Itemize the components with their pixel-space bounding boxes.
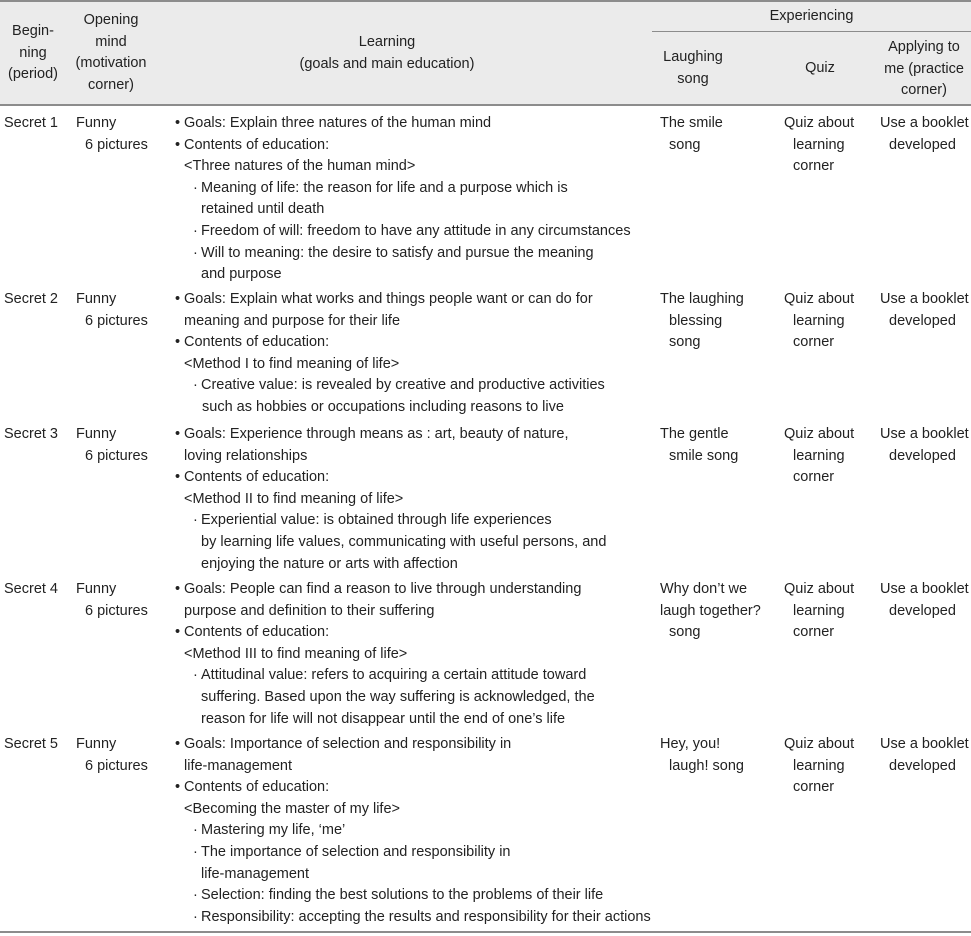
- text-line: Funny: [76, 581, 117, 597]
- text-line: learning: [793, 757, 845, 774]
- text-line: [175, 289, 605, 311]
- song-cell: [660, 579, 761, 644]
- text-line: Begin-: [12, 23, 54, 39]
- text-line: [175, 622, 595, 644]
- text-line: <Method III to find meaning of life>: [184, 645, 408, 662]
- text-line: Funny: [76, 736, 117, 752]
- text-line: Opening: [83, 12, 139, 28]
- text-line: life-management: [184, 757, 292, 774]
- text-line: reason for life will not disappear until the end of one’s life: [201, 710, 566, 727]
- text-line: Hey, you!: [660, 736, 721, 752]
- bullet-icon: •: [175, 779, 181, 796]
- text-line: [175, 467, 606, 489]
- bullet-icon: •: [175, 469, 181, 486]
- text-line: Applying to: [888, 39, 960, 55]
- text-line: The smile: [660, 115, 723, 131]
- header-experiencing: [652, 6, 971, 28]
- sub-bullet-icon: ·: [193, 843, 198, 860]
- text-line: song: [669, 334, 701, 351]
- opening-cell: [76, 579, 148, 622]
- apply-cell: [880, 424, 969, 467]
- song-cell: [660, 734, 744, 777]
- song-cell: [660, 289, 744, 354]
- item-text: Contents of education:: [184, 779, 330, 796]
- period-cell: Secret 1: [4, 115, 58, 131]
- sub-bullet-icon: ·: [193, 822, 198, 839]
- bullet-icon: •: [175, 426, 181, 442]
- text-line: retained until death: [201, 201, 325, 218]
- text-line: [175, 510, 606, 532]
- apply-cell: [880, 734, 969, 777]
- quiz-cell: [784, 424, 854, 489]
- sub-bullet-icon: ·: [193, 908, 198, 925]
- text-line: and purpose: [201, 266, 282, 283]
- item-text: Contents of education:: [184, 469, 330, 486]
- sub-bullet-icon: ·: [193, 179, 198, 196]
- text-line: corner): [88, 76, 134, 93]
- text-line: [175, 820, 651, 842]
- header-laughing-song: [652, 47, 734, 90]
- text-line: [175, 842, 651, 864]
- text-line: developed: [889, 602, 956, 619]
- period-cell: Secret 4: [4, 581, 58, 597]
- quiz-cell: [784, 734, 854, 799]
- text-line: [175, 907, 651, 929]
- text-line: corner: [793, 624, 835, 641]
- text-line: corner: [793, 469, 835, 486]
- text-line: [175, 243, 631, 265]
- text-line: [175, 113, 631, 135]
- text-line: developed: [889, 136, 956, 153]
- item-text: Mastering my life, ‘me’: [201, 822, 346, 839]
- text-line: learning: [793, 447, 845, 464]
- text-line: [175, 375, 605, 397]
- text-line: Funny: [76, 291, 117, 307]
- text-line: Use a booklet: [880, 115, 969, 131]
- bullet-icon: •: [175, 291, 181, 307]
- text-line: developed: [889, 447, 956, 464]
- item-text: Will to meaning: the desire to satisfy and pursue the meaning: [201, 244, 594, 261]
- text-line: mind: [95, 33, 127, 50]
- text-line: Quiz about: [784, 115, 855, 131]
- item-text: Contents of education:: [184, 136, 330, 153]
- quiz-cell: [784, 289, 854, 354]
- text-line: such as hobbies or occupations including reasons to live: [202, 398, 564, 415]
- header-learning: [175, 32, 599, 75]
- text-line: Quiz about: [784, 581, 855, 597]
- text-line: learning: [793, 136, 845, 153]
- bullet-icon: •: [175, 581, 181, 597]
- learning-cell: [175, 734, 651, 928]
- song-cell: [660, 113, 723, 156]
- text-line: <Becoming the master of my life>: [184, 800, 400, 817]
- text-line: Quiz about: [784, 426, 855, 442]
- text-line: purpose and definition to their suffering: [184, 602, 435, 619]
- learning-cell: [175, 113, 631, 286]
- text-line: 6 pictures: [85, 602, 148, 619]
- text-line: <Method II to find meaning of life>: [184, 490, 404, 507]
- text-line: meaning and purpose for their life: [184, 312, 401, 329]
- text-line: by learning life values, communicating with useful persons, and: [201, 533, 607, 550]
- top-rule: [0, 0, 971, 2]
- text-line: me (practice: [884, 60, 964, 77]
- text-line: learning: [793, 312, 845, 329]
- bullet-icon: •: [175, 334, 181, 351]
- text-line: laugh together?: [660, 602, 761, 619]
- apply-cell: [880, 289, 969, 332]
- item-text: Freedom of will: freedom to have any attitude in any circumstances: [201, 222, 631, 239]
- text-line: [175, 135, 631, 157]
- text-line: Funny: [76, 426, 117, 442]
- text-line: corner: [793, 779, 835, 796]
- text-line: The laughing: [660, 291, 744, 307]
- text-line: Quiz about: [784, 736, 855, 752]
- text-line: Quiz: [805, 60, 835, 76]
- text-line: Funny: [76, 115, 117, 131]
- text-line: Quiz about: [784, 291, 855, 307]
- bullet-icon: •: [175, 115, 181, 131]
- text-line: corner: [793, 334, 835, 351]
- text-line: laugh! song: [669, 757, 744, 774]
- text-line: 6 pictures: [85, 447, 148, 464]
- item-text: Goals: Explain three natures of the human mind: [184, 115, 492, 131]
- text-line: Learning: [358, 34, 416, 50]
- text-line: Use a booklet: [880, 291, 969, 307]
- header-quiz: [770, 58, 870, 80]
- text-line: Experiencing: [769, 8, 854, 24]
- sub-bullet-icon: ·: [193, 667, 198, 684]
- header-beginning: [0, 21, 66, 86]
- item-text: Goals: Explain what works and things people want or can do for: [184, 291, 593, 307]
- text-line: The gentle: [660, 426, 729, 442]
- text-line: <Method I to find meaning of life>: [184, 355, 400, 372]
- quiz-cell: [784, 113, 854, 178]
- text-line: Use a booklet: [880, 581, 969, 597]
- text-line: song: [669, 624, 701, 641]
- text-line: [175, 777, 651, 799]
- text-line: [175, 424, 606, 446]
- text-line: corner): [901, 82, 947, 99]
- text-line: learning: [793, 602, 845, 619]
- item-text: Selection: finding the best solutions to the problems of their life: [201, 887, 604, 904]
- bullet-icon: •: [175, 736, 181, 752]
- text-line: (goals and main education): [299, 55, 475, 72]
- text-line: [175, 665, 595, 687]
- text-line: corner: [793, 158, 835, 175]
- text-line: suffering. Based upon the way suffering is acknowledged, the: [201, 688, 595, 705]
- item-text: Goals: People can find a reason to live through understanding: [184, 581, 582, 597]
- text-line: [175, 332, 605, 354]
- opening-cell: [76, 289, 148, 332]
- text-line: (period): [8, 66, 58, 83]
- text-line: song: [669, 136, 701, 153]
- text-line: loving relationships: [184, 447, 308, 464]
- song-cell: [660, 424, 738, 467]
- text-line: ning: [19, 44, 47, 61]
- text-line: 6 pictures: [85, 312, 148, 329]
- sub-bullet-icon: ·: [193, 377, 198, 394]
- item-text: Contents of education:: [184, 334, 330, 351]
- item-text: Attitudinal value: refers to acquiring a certain attitude toward: [201, 667, 587, 684]
- item-text: Responsibility: accepting the results and responsibility for their actions: [201, 908, 651, 925]
- item-text: Goals: Experience through means as : art, beauty of nature,: [184, 426, 569, 442]
- text-line: developed: [889, 757, 956, 774]
- item-text: Experiential value: is obtained through life experiences: [201, 512, 552, 529]
- text-line: 6 pictures: [85, 136, 148, 153]
- text-line: developed: [889, 312, 956, 329]
- sub-bullet-icon: ·: [193, 887, 198, 904]
- text-line: smile song: [669, 447, 739, 464]
- bullet-icon: •: [175, 136, 181, 153]
- opening-cell: [76, 424, 148, 467]
- period-cell: Secret 5: [4, 736, 58, 752]
- opening-cell: [76, 113, 148, 156]
- opening-cell: [76, 734, 148, 777]
- text-line: (motivation: [75, 55, 147, 72]
- text-line: [175, 221, 631, 243]
- text-line: enjoying the nature or arts with affection: [201, 555, 458, 572]
- learning-cell: [175, 579, 595, 730]
- bottom-rule: [0, 931, 971, 933]
- header-rule: [0, 104, 971, 106]
- learning-cell: [175, 289, 605, 419]
- text-line: Use a booklet: [880, 736, 969, 752]
- period-cell: Secret 3: [4, 426, 58, 442]
- text-line: Laughing: [663, 49, 723, 65]
- sub-bullet-icon: ·: [193, 244, 198, 261]
- text-line: Use a booklet: [880, 426, 969, 442]
- sub-bullet-icon: ·: [193, 222, 198, 239]
- item-text: Creative value: is revealed by creative and productive activities: [201, 377, 605, 394]
- sub-bullet-icon: ·: [193, 512, 198, 529]
- apply-cell: [880, 113, 969, 156]
- header-applying: [877, 37, 971, 102]
- text-line: song: [677, 70, 709, 87]
- text-line: 6 pictures: [85, 757, 148, 774]
- item-text: The importance of selection and responsibility in: [201, 843, 511, 860]
- header-opening-mind: [70, 10, 152, 96]
- text-line: blessing: [669, 312, 723, 329]
- quiz-cell: [784, 579, 854, 644]
- text-line: Why don’t we: [660, 581, 748, 597]
- item-text: Goals: Importance of selection and responsibility in: [184, 736, 512, 752]
- item-text: Contents of education:: [184, 624, 330, 641]
- item-text: Meaning of life: the reason for life and a purpose which is: [201, 179, 568, 196]
- text-line: <Three natures of the human mind>: [184, 158, 416, 175]
- text-line: [175, 178, 631, 200]
- learning-cell: [175, 424, 606, 575]
- bullet-icon: •: [175, 624, 181, 641]
- period-cell: Secret 2: [4, 291, 58, 307]
- text-line: [175, 885, 651, 907]
- experiencing-rule: [652, 31, 971, 32]
- text-line: [175, 579, 595, 601]
- text-line: life-management: [201, 865, 309, 882]
- apply-cell: [880, 579, 969, 622]
- text-line: [175, 734, 651, 756]
